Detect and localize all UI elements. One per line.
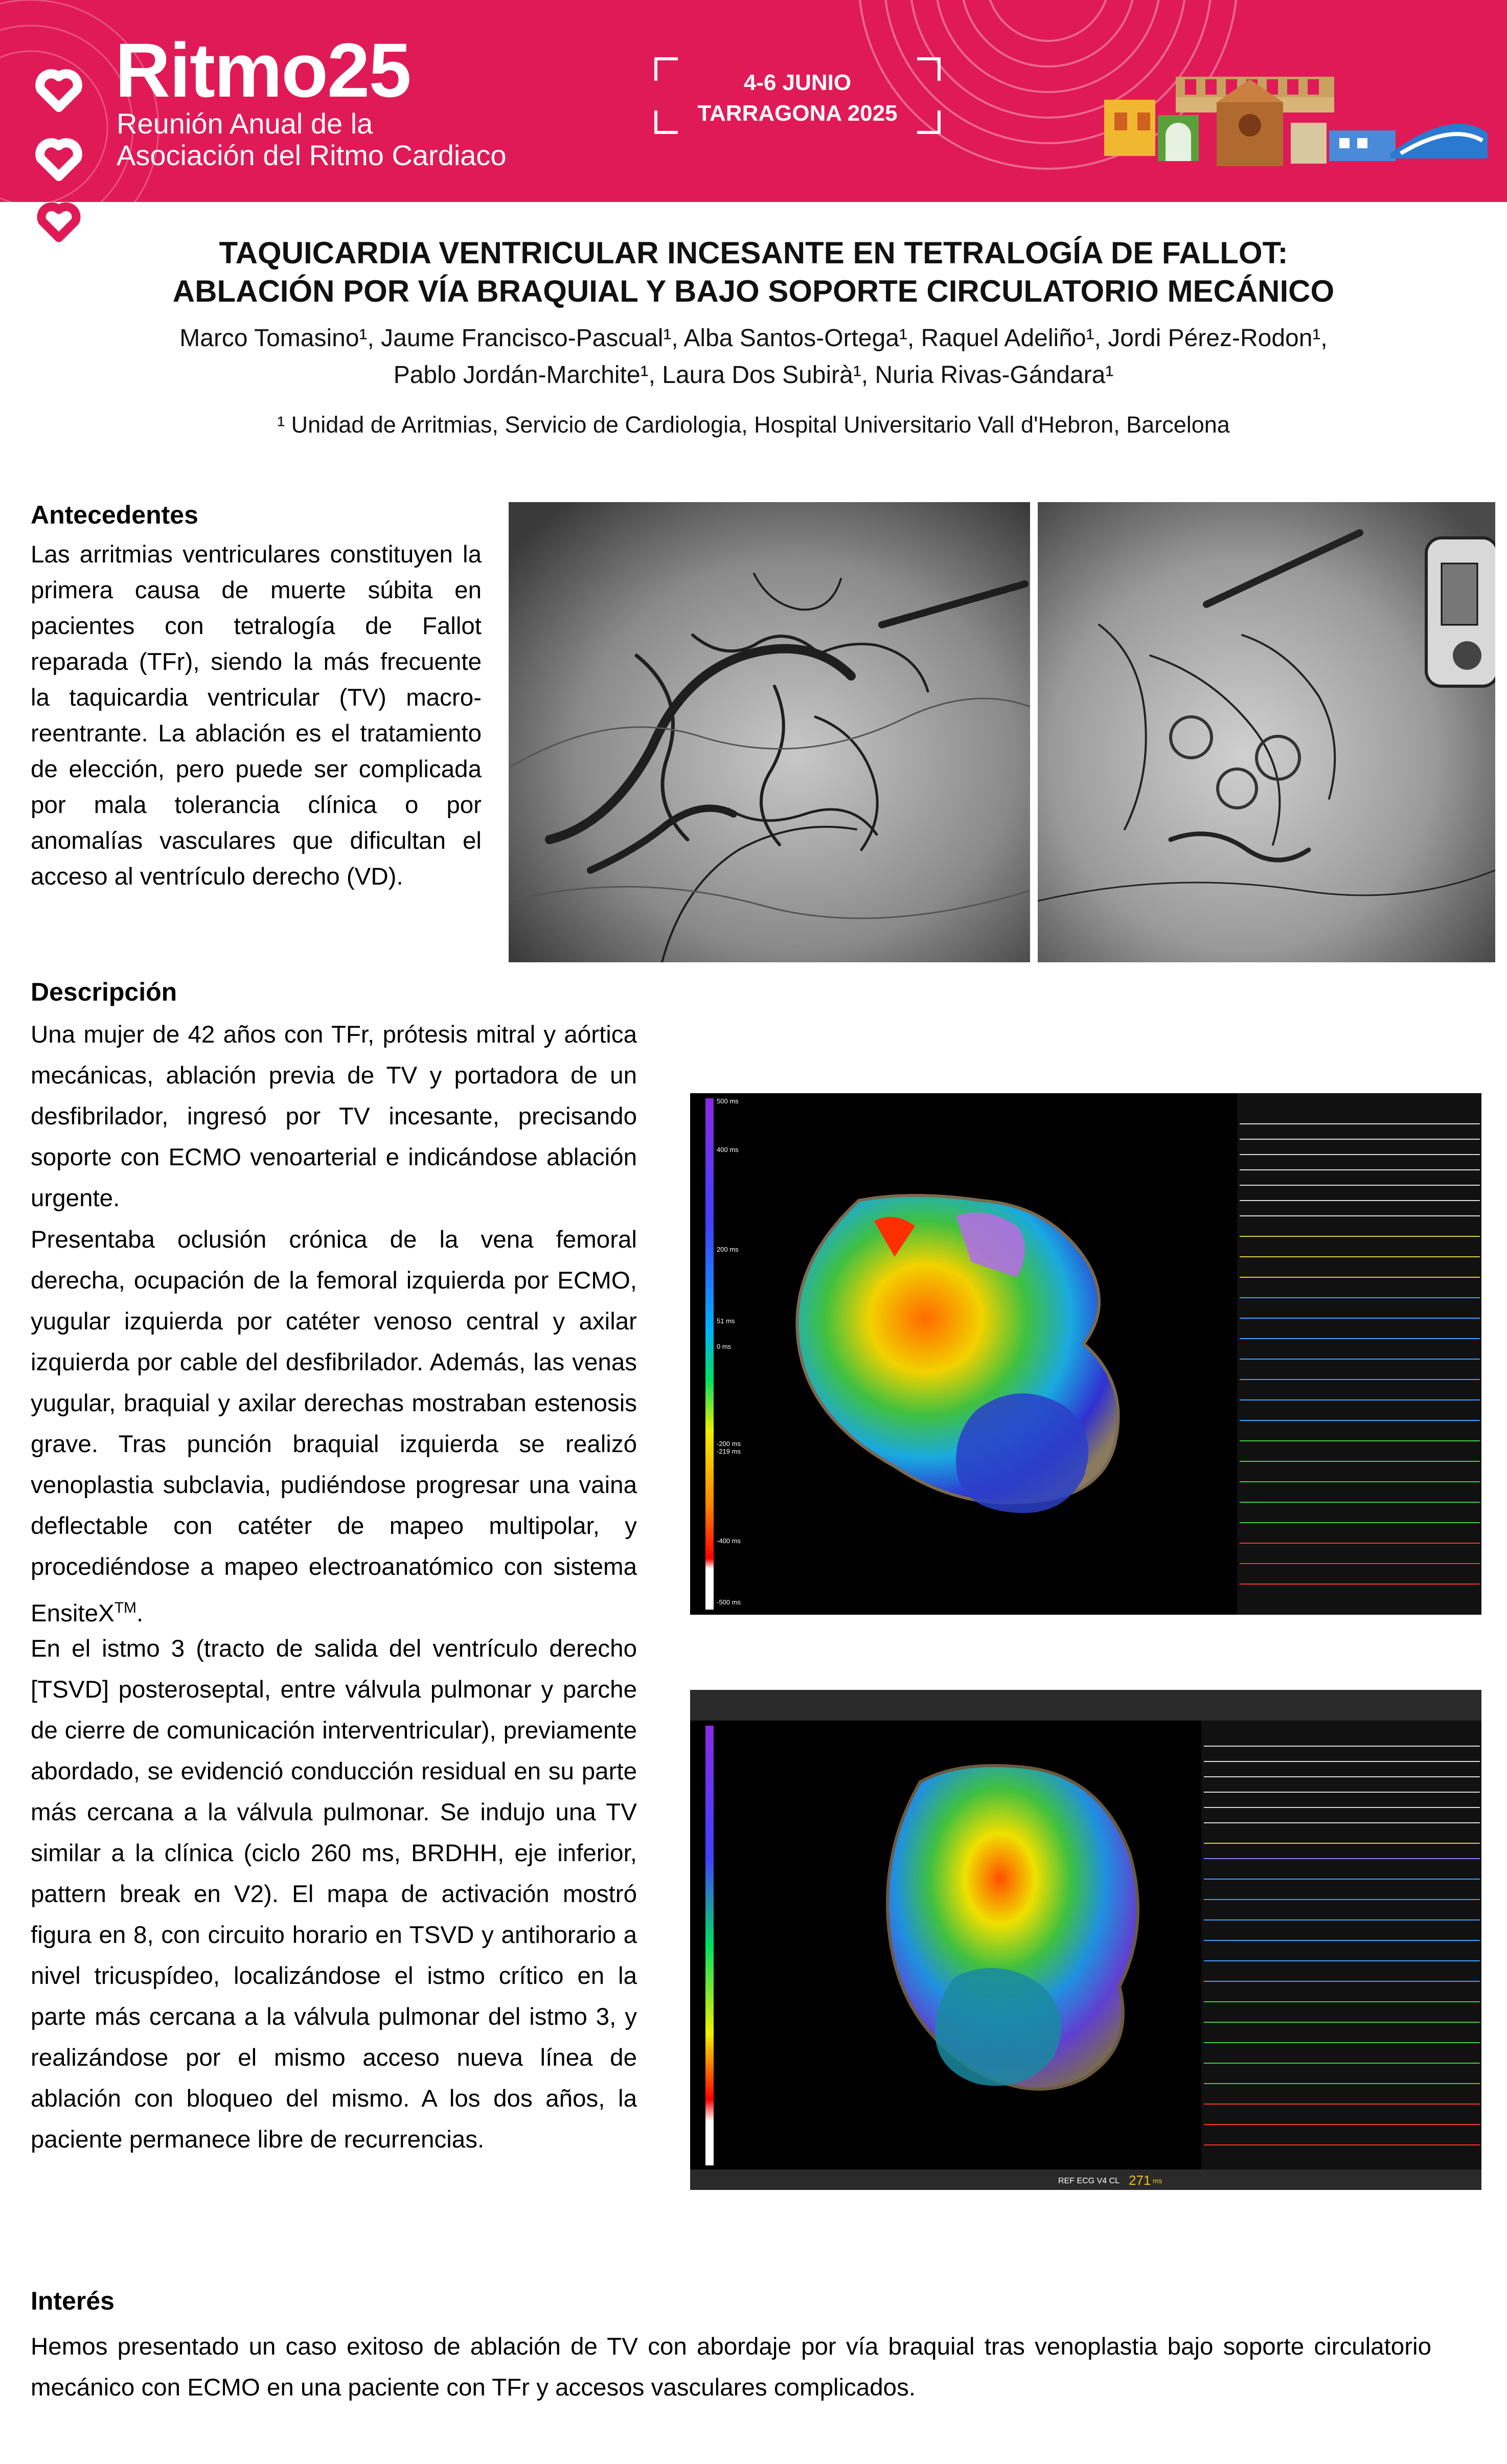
electroanatomic-map-1 (690, 1093, 1481, 1615)
descripcion-text: Presentaba oclusión crónica de la vena femoral derecha, ocupación de la femoral izquierda por ECMO, yugular izquierda por catéter venoso central y axilar izquierda por cable del desfibrilador. Además, las venas yugular, braquial y axilar derechas mostraban estenosis grave. Tras punción braquial izquierda se realizó venoplastia subclavia, pudiéndose progresar una vaina deflectable con catéter de mapeo multipolar, y procediéndose a mapeo electroanatómico con sistema EnsiteX (31, 1226, 637, 1627)
authors: Marco Tomasino¹, Jaume Francisco-Pascual¹, Alba Santos-Ortega¹, Raquel Adeliño¹, Jordi Pérez-Rodon¹, (179, 325, 1328, 352)
status-label: REF ECG V4 CL (1058, 2177, 1120, 2185)
scale-label: 200 ms (717, 1246, 739, 1253)
section-heading-descripcion: Descripción (31, 978, 177, 1006)
poster-title: TAQUICARDIA VENTRICULAR INCESANTE EN TETRALOGÍA DE FALLOT: (219, 236, 1288, 270)
heart-icon (40, 74, 78, 176)
egm-panel (1237, 1093, 1481, 1615)
section-heading-antecedentes: Antecedentes (31, 501, 198, 529)
cycle-length-value: 271 (1129, 2173, 1151, 2188)
brand-subtitle: Asociación del Ritmo Cardiaco (117, 139, 507, 171)
section-heading-interes: Interés (31, 2287, 115, 2315)
descripcion-paragraph (31, 1219, 637, 1634)
event-dates: 4-6 JUNIO (743, 70, 852, 95)
descripcion-text: . (136, 1599, 144, 1627)
scale-label: 500 ms (717, 1097, 739, 1105)
descripcion-paragraph: Una mujer de 42 años con TFr, prótesis mitral y aórtica mecánicas, ablación previa de TV y portadora de un desfibrilador, ingresó por TV incesante, precisando soporte con ECMO venoarterial e indicándose ablación urgente. (31, 1021, 637, 1212)
scale-label: 51 ms (717, 1317, 735, 1325)
brand-subtitle: Reunión Anual de la (117, 107, 373, 140)
scale-label: 400 ms (717, 1146, 739, 1154)
color-scale-bar (705, 1098, 714, 1610)
cycle-length-unit: ms (1153, 2177, 1162, 2185)
interes-text: Hemos presentado un caso exitoso de ablación de TV con abordaje por vía braquial tras venoplastia bajo soporte circulatorio mecánico con ECMO en una paciente con TFr y accesos vasculares complicados. (31, 2333, 1431, 2401)
event-date-box (654, 57, 941, 134)
electroanatomic-map-2 (690, 1690, 1481, 2190)
affiliation: ¹ Unidad de Arritmias, Servicio de Cardiologia, Hospital Universitario Vall d'Hebron, Barcelona (277, 412, 1230, 438)
header-banner (0, 0, 1507, 202)
antecedentes-text: Las arritmias ventriculares constituyen la primera causa de muerte súbita en pacientes con tetralogía de Fallot reparada (TFr), siendo la más frecuente la taquicardia ventricular (TV) macro-reentrante. La ablación es el tratamiento de elección, pero puede ser complicada por mala tolerancia clínica o por anomalías vasculares que dificultan el acceso al ventrículo derecho (VD). (31, 541, 482, 890)
monuments-illustration (1104, 77, 1488, 166)
authors: Pablo Jordán-Marchite¹, Laura Dos Subirà¹, Nuria Rivas-Gándara¹ (393, 361, 1114, 389)
scale-label: 0 ms (717, 1343, 732, 1350)
poster-title: ABLACIÓN POR VÍA BRAQUIAL Y BAJO SOPORTE CIRCULATORIO MECÁNICO (172, 274, 1335, 308)
brand-title: Ritmo25 (115, 27, 410, 113)
color-scale-bar (705, 1726, 714, 2165)
fluoroscopy-image-right (1038, 502, 1495, 962)
scale-label: -500 ms (717, 1598, 741, 1606)
scale-label: -400 ms (717, 1537, 741, 1545)
egm-panel (1201, 1721, 1481, 2169)
defibrillator-device (1426, 538, 1495, 686)
scale-label: -200 ms (717, 1440, 741, 1448)
fluoroscopy-image-left (509, 502, 1030, 962)
scale-label: -219 ms (717, 1448, 741, 1455)
trademark-superscript: TM (114, 1599, 137, 1616)
event-place: TARRAGONA 2025 (697, 101, 898, 126)
descripcion-paragraph: En el istmo 3 (tracto de salida del ventrículo derecho [TSVD] posteroseptal, entre válvula pulmonar y parche de cierre de comunicación interventricular), previamente abordado, se evidenció conducción residual en su parte más cercana a la válvula pulmonar. Se indujo una TV similar a la clínica (ciclo 260 ms, BRDHH, eje inferior, pattern break en V2). El mapa de activación mostró figura en 8, con circuito horario en TSVD y antihorario a nivel tricuspídeo, localizándose el istmo crítico en la parte más cercana a la válvula pulmonar del istmo 3, y realizándose por el mismo acceso nueva línea de ablación con bloqueo del mismo. A los dos años, la paciente permanece libre de recurrencias. (31, 1635, 637, 2153)
